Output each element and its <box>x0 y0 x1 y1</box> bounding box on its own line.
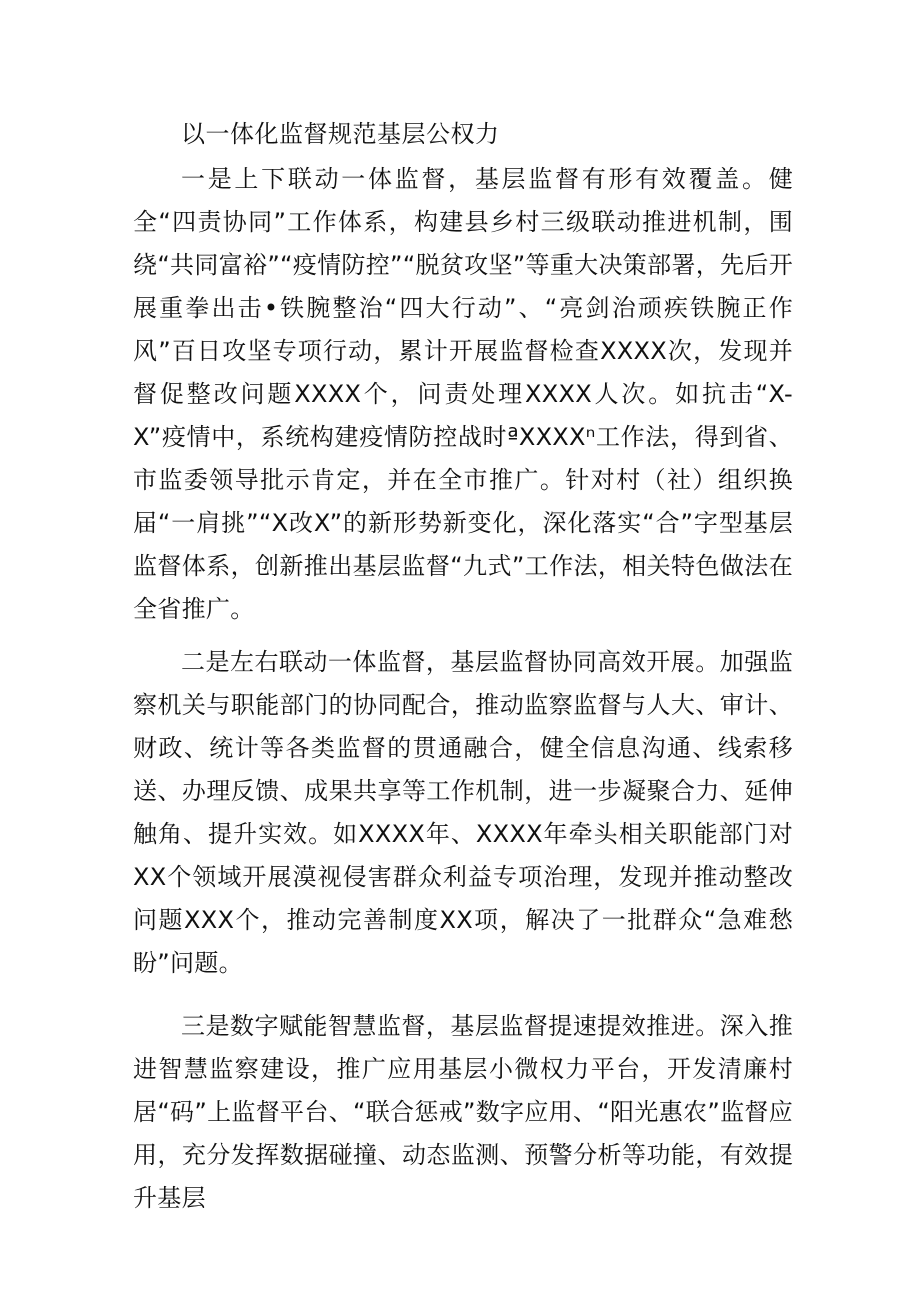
paragraph-1: 一是上下联动一体监督，基层监督有形有效覆盖。健全“四责协同”工作体系，构建县乡村三级联动推进机制，围绕“共同富裕”“疫情防控”“脱贫攻坚”等重大决策部署，先后开展重拳出击•铁腕整治“四大行动”、“亮剑治顽疾铁腕正作风”百日攻坚专项行动，累计开展监督检查XXXX次，发现并督促整改问题XXXX个，问责处理XXXX人次。如抗击“X-X”疫情中，系统构建疫情防控战时ªXXXXⁿ工作法，得到省、市监委领导批示肯定，并在全市推广。针对村（社）组织换届“一肩挑”“X改X”的新形势新变化，深化落实“合”字型基层监督体系，创新推出基层监督“九式”工作法，相关特色做法在全省推广。 <box>133 165 793 623</box>
document-body <box>133 112 793 1220</box>
paragraph-3: 三是数字赋能智慧监督，基层监督提速提效推进。深入推进智慧监察建设，推广应用基层小微权力平台，开发清廉村居“码”上监督平台、“联合惩戒”数字应用、“阳光惠农”监督应用，充分发挥数据碰撞、动态监测、预警分析等功能，有效提升基层 <box>133 1012 793 1212</box>
paragraph-2: 二是左右联动一体监督，基层监督协同高效开展。加强监察机关与职能部门的协同配合，推动监察监督与人大、审计、财政、统计等各类监督的贯通融合，健全信息沟通、线索移送、办理反馈、成果共享等工作机制，进一步凝聚合力、延伸触角、提升实效。如XXXX年、XXXX年牵头相关职能部门对XX个领域开展漠视侵害群众利益专项治理，发现并推动整改问题XXX个，推动完善制度XX项，解决了一批群众“急难愁盼”问题。 <box>133 648 793 977</box>
document-title: 以一体化监督规范基层公权力 <box>181 120 500 148</box>
spacer <box>133 631 793 641</box>
spacer <box>133 985 793 1005</box>
